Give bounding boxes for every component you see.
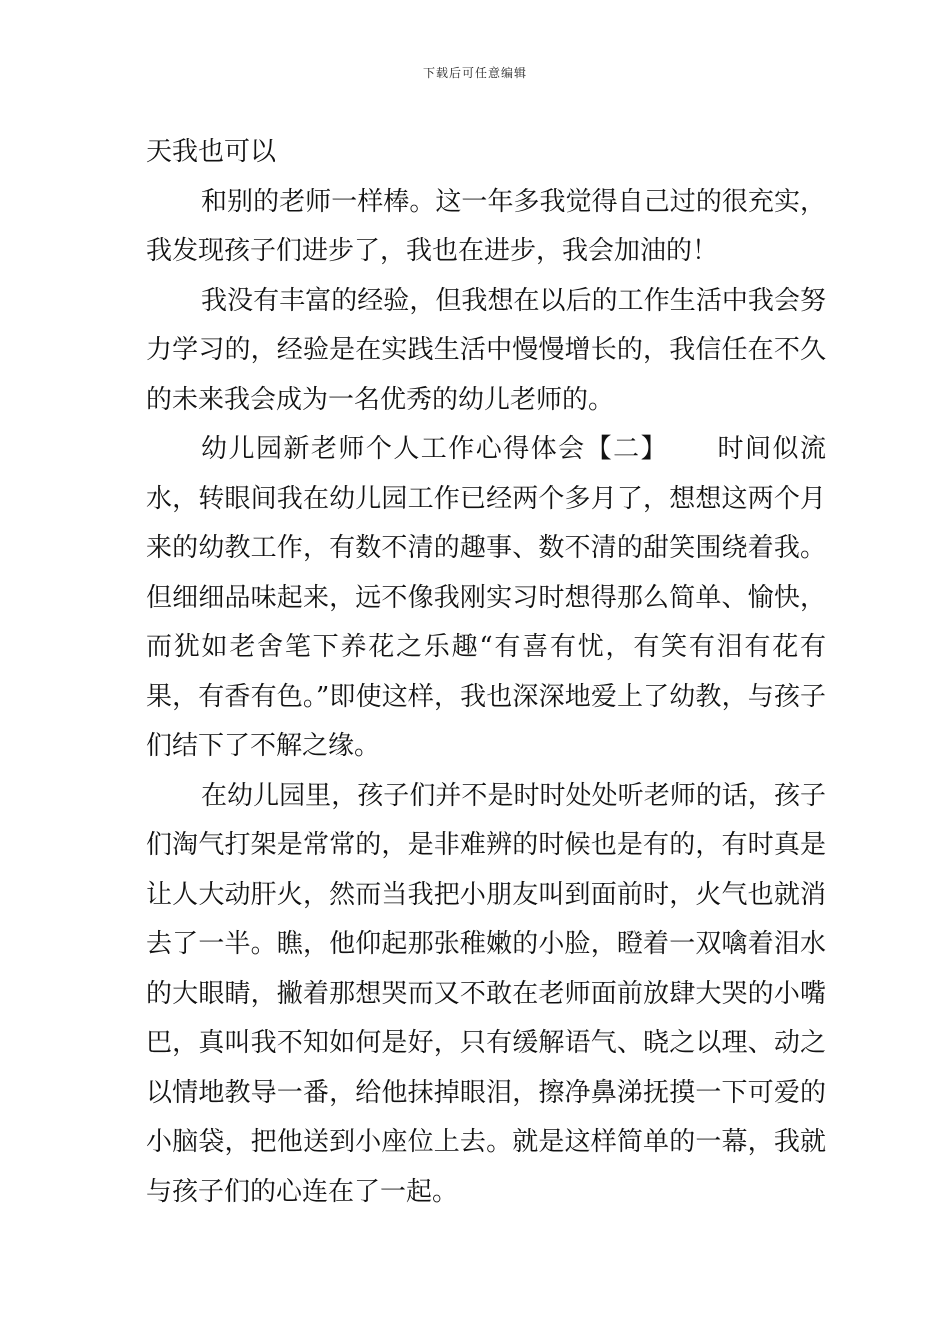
paragraph-2: 和别的老师一样棒。这一年多我觉得自己过的很充实，我发现孩子们进步了，我也在进步，我会加油的！ [146,186,826,266]
section-title: 幼儿园新老师个人工作心得体会【二】 [201,434,669,464]
paragraph-3: 我没有丰富的经验，但我想在以后的工作生活中我会努力学习的，经验是在实践生活中慢慢增长的，我信任在不久的未来我会成为一名优秀的幼儿老师的。 [146,285,826,415]
paragraph-4 [146,425,826,772]
page-header: 下载后可任意编辑 [422,66,527,80]
paragraph-5: 在幼儿园里，孩子们并不是时时处处听老师的话，孩子们淘气打架是常常的，是非难辨的时候也是有的，有时真是让人大动肝火，然而当我把小朋友叫到面前时，火气也就消去了一半。瞧，他仰起那张稚嫩的小脸，瞪着一双噙着泪水的大眼睛，撇着那想哭而又不敢在老师面前放肆大哭的小嘴巴，真叫我不知如何是好，只有缓解语气、晓之以理、动之以情地教导一番，给他抹掉眼泪，擦净鼻涕抚摸一下可爱的小脑袋，把他送到小座位上去。就是这样简单的一幕，我就与孩子们的心连在了一起。 [146,780,826,1207]
paragraph-1: 天我也可以 [146,137,277,167]
document-body [146,128,826,1217]
paragraph-4-text: 时间似流水，转眼间我在幼儿园工作已经两个多月了，想想这两个月来的幼教工作，有数不清的趣事、数不清的甜笑围绕着我。但细细品味起来，远不像我刚实习时想得那么简单、愉快，而犹如老舍笔下养花之乐趣“有喜有忧，有笑有泪有花有果，有香有色。”即使这样，我也深深地爱上了幼教，与孩子们结下了不解之缘。 [146,434,826,761]
